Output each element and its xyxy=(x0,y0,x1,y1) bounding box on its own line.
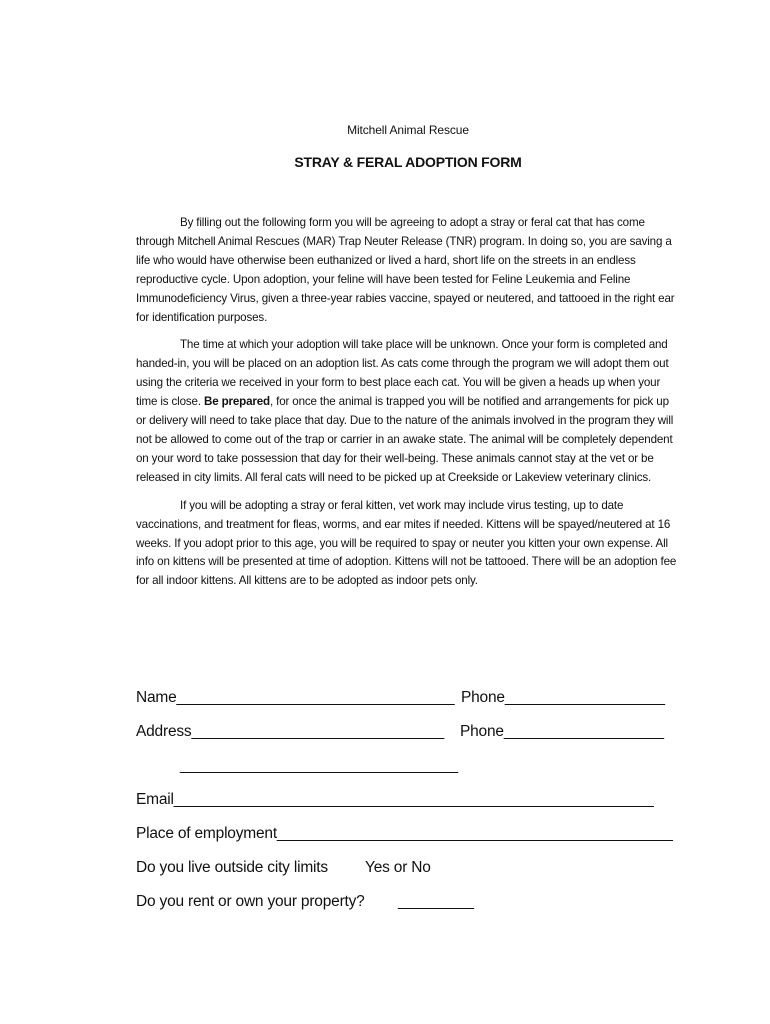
form-title: STRAY & FERAL ADOPTION FORM xyxy=(294,154,522,170)
organization-name: Mitchell Animal Rescue xyxy=(347,123,469,137)
timing-text-end: , for once the animal is trapped you will be notified and arrangements for pick up or delivery will need to take place that day. Due to the nature of the animals involved in the program they will not be allowed to come out of the trap or carrier in an awake state. The animal will be completely dependent on your word to take possession that day for their well-being. These animals cannot stay at the vet or be released in city limits. All feral cats will need to be picked up at Creekside or Lakeview veterinary clinics. xyxy=(136,395,674,484)
rent-own-question: Do you rent or own your property? xyxy=(136,893,365,910)
applicant-fields xyxy=(136,686,696,924)
address-field[interactable]: Address______________________________ xyxy=(136,723,445,740)
employment-row xyxy=(136,822,696,856)
name-field[interactable]: Name_________________________________ xyxy=(136,689,455,706)
address-line2-field[interactable]: _________________________________ xyxy=(180,757,458,774)
employment-field[interactable]: Place of employment_______________________________________________ xyxy=(136,825,673,842)
address-line2-row xyxy=(136,754,696,788)
city-limits-question: Do you live outside city limits xyxy=(136,859,328,876)
timing-text-start: The time at which your adoption will take place will be unknown. Once your form is completed and handed-in, you will be placed on an adoption list. As cats come through the program we will adopt them out using the criteria we received in your form to best place each cat. You will be given a heads up when your time is close. xyxy=(136,338,669,409)
name-phone-row xyxy=(136,686,696,720)
email-field[interactable]: Email_________________________________________________________ xyxy=(136,791,654,808)
kitten-paragraph: If you will be adopting a stray or feral kitten, vet work may include virus testing, up to date vaccinations, and treatment for fleas, worms, and ear mites if needed. Kittens will be spayed/neutered at 16 weeks. If you adopt prior to this age, you will be required to spay or neuter you kitten your own expense. All info on kittens will be presented at time of adoption. Kittens will not be tattooed. There will be an adoption fee for all indoor kittens. All kittens are to be adopted as indoor pets only. xyxy=(136,498,677,588)
alt-phone-field[interactable]: Phone___________________ xyxy=(460,723,664,740)
rent-own-row xyxy=(136,890,696,924)
intro-paragraph: By filling out the following form you will be agreeing to adopt a stray or feral cat that has come through Mitchell Animal Rescues (MAR) Trap Neuter Release (TNR) program. In doing so, you are saving a life who would have otherwise been euthanized or lived a hard, short life on the streets in an endless reproductive cycle. Upon adoption, your feline will have been tested for Feline Leukemia and Feline Immunodeficiency Virus, given a three-year rabies vaccine, spayed or neutered, and tattooed in the right ear for identification purposes. xyxy=(136,216,675,324)
phone-field[interactable]: Phone___________________ xyxy=(461,689,665,706)
email-row xyxy=(136,788,696,822)
rent-own-answer-field[interactable]: _________ xyxy=(398,893,474,910)
address-phone-row xyxy=(136,720,696,754)
instructions-text xyxy=(136,214,680,600)
city-limits-row xyxy=(136,856,696,890)
city-limits-answer[interactable]: Yes or No xyxy=(365,859,431,876)
timing-paragraph xyxy=(136,336,680,487)
be-prepared-emphasis: Be prepared xyxy=(203,395,270,409)
